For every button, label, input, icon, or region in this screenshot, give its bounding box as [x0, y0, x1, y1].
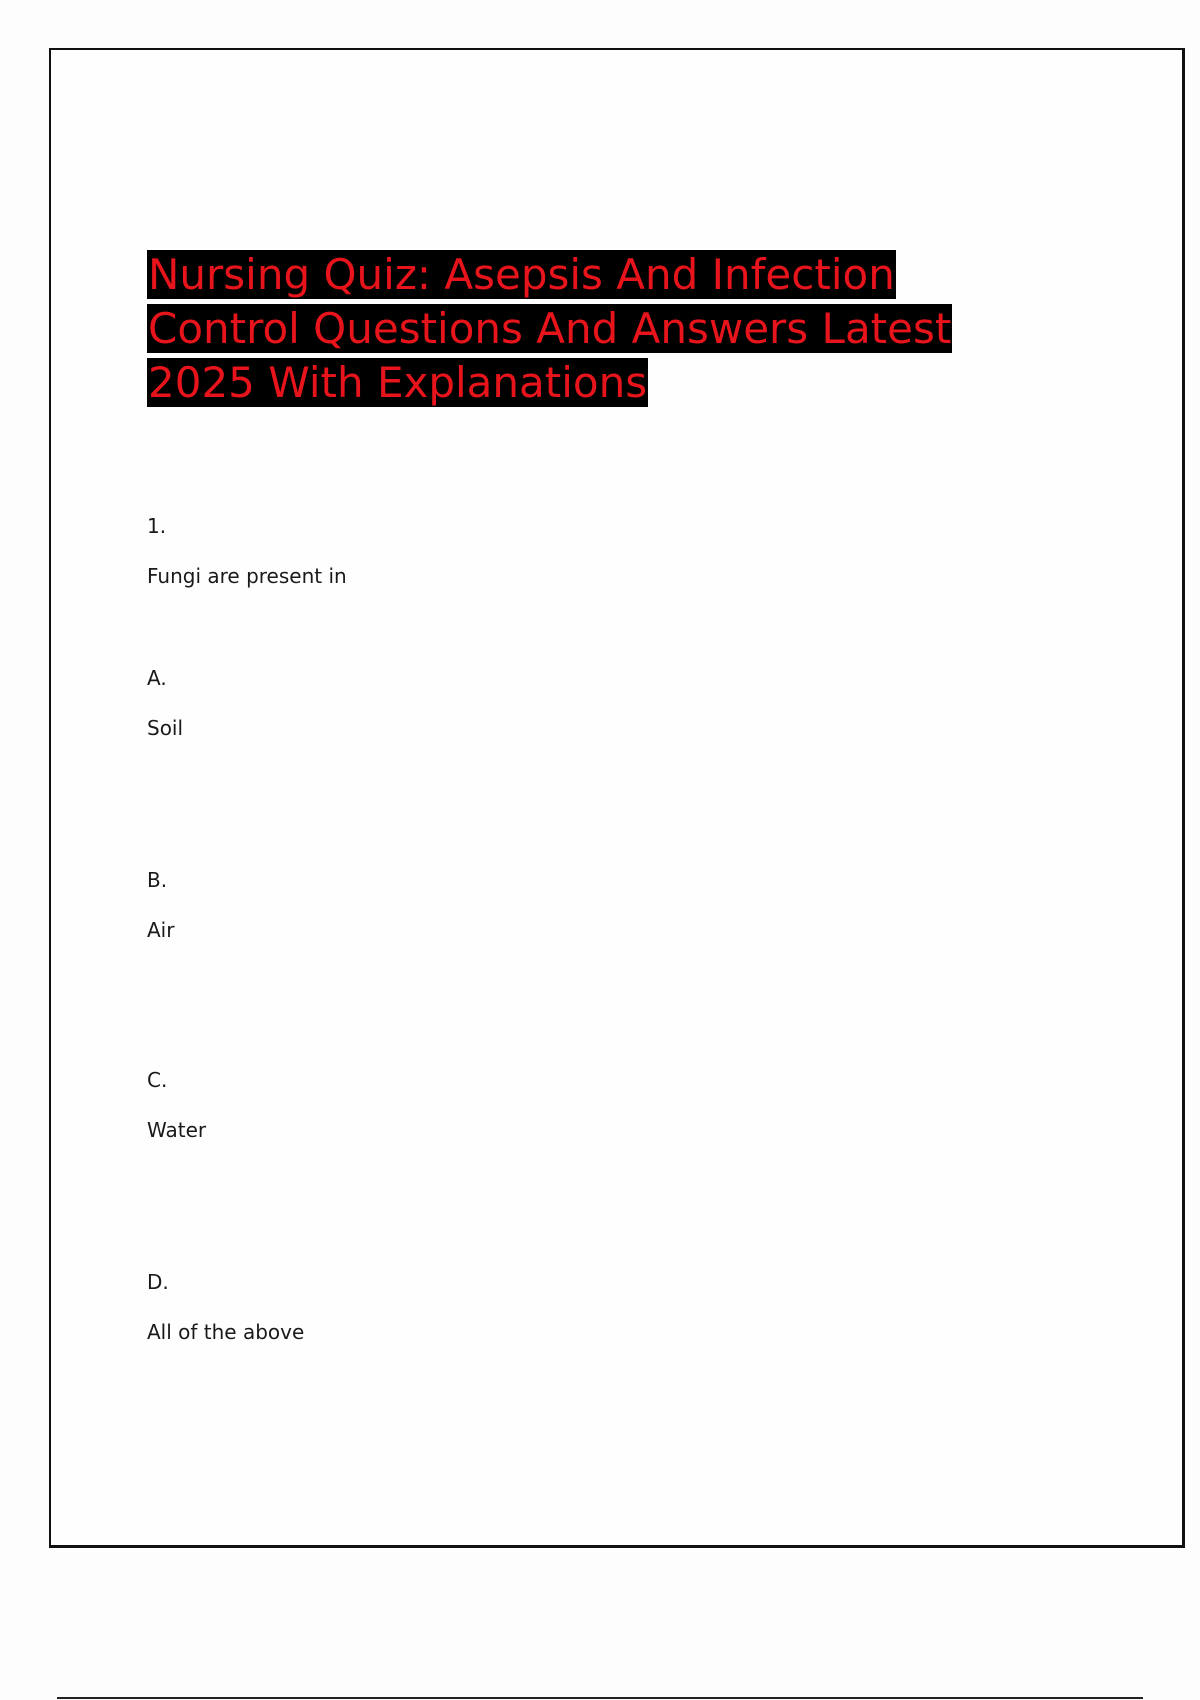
option-b-text: Air [147, 918, 175, 942]
question-number: 1. [147, 514, 167, 538]
option-d-letter: D. [147, 1270, 169, 1294]
title-line-2: Control Questions And Answers Latest [148, 304, 952, 353]
page-frame [49, 48, 1185, 1548]
question-text: Fungi are present in [147, 564, 347, 588]
option-d-text: All of the above [147, 1320, 305, 1344]
option-a-text: Soil [147, 716, 184, 740]
footer-rule [57, 1697, 1143, 1699]
title-line-1: Nursing Quiz: Asepsis And Infection [148, 250, 895, 299]
option-c-letter: C. [147, 1068, 168, 1092]
title-line-3: 2025 With Explanations [148, 358, 648, 407]
option-a-letter: A. [147, 666, 167, 690]
option-c-text: Water [147, 1118, 207, 1142]
document-title [147, 248, 1047, 410]
option-b-letter: B. [147, 868, 168, 892]
